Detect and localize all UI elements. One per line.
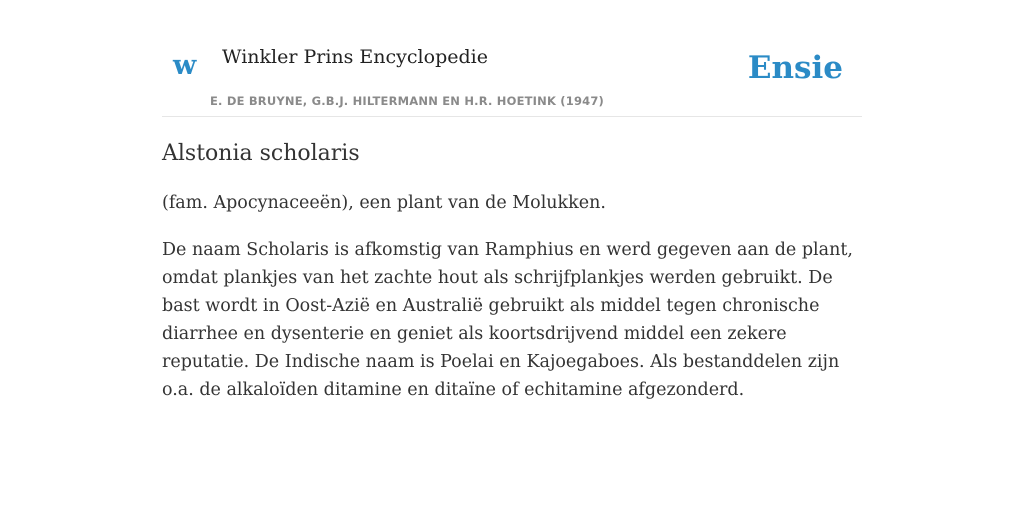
source-authors: E. DE BRUYNE, G.B.J. HILTERMANN EN H.R. HOETINK (1947) <box>210 94 605 108</box>
article-title: Alstonia scholaris <box>162 141 360 166</box>
ensie-logo-link[interactable]: Ensie <box>747 50 843 86</box>
site-header <box>162 0 862 117</box>
article-intro: (fam. Apocynaceeën), een plant van de Molukken. <box>162 193 606 213</box>
article-body: De naam Scholaris is afkomstig van Ramphius en werd gegeven aan de plant, omdat plankjes van het zachte hout als schrijfplankjes werden gebruikt. De bast wordt in Oost-Azië en Australië gebruikt als middel tegen chronische diarrhee en dysenterie en geniet als koortsdrijvend middel een zekere reputatie. De Indische naam is Poelai en Kajoegaboes. Als bestanddelen zijn o.a. de alkaloïden ditamine en ditaïne of echitamine afgezonderd. <box>162 240 853 400</box>
source-title[interactable]: Winkler Prins Encyclopedie <box>222 46 488 68</box>
article <box>162 138 862 404</box>
winkler-prins-logo[interactable]: w <box>173 50 197 81</box>
